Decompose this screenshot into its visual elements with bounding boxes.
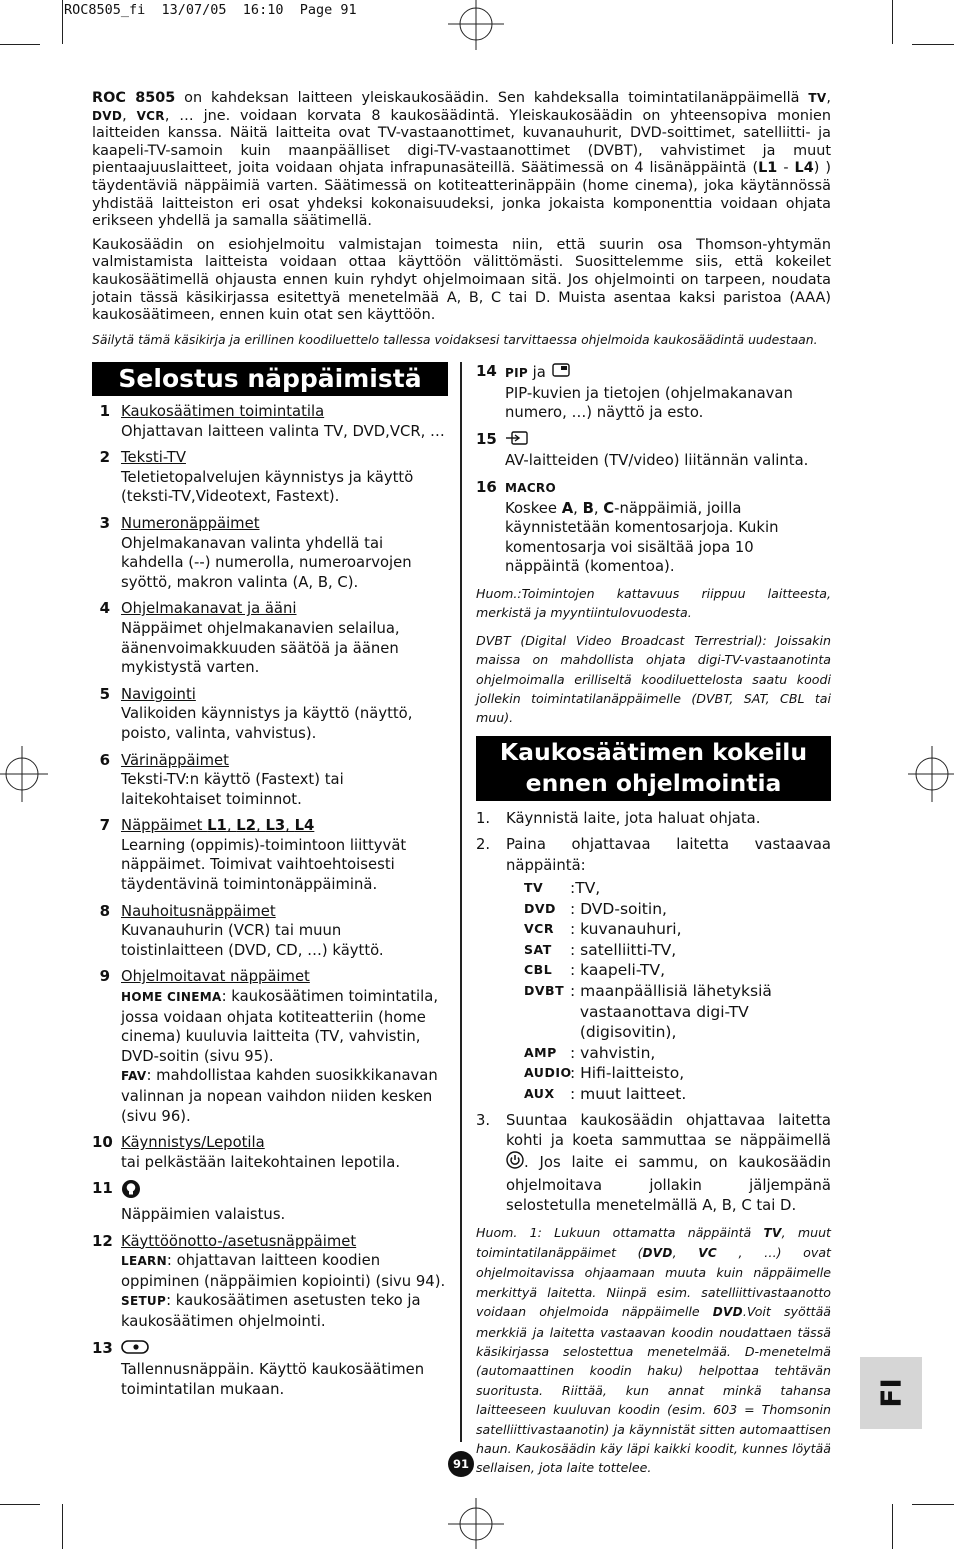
key-item-13: 13 Tallennusnäppäin. Käyttö kaukosäätimen toimintatilan mukaan. bbox=[92, 1338, 425, 1398]
device-row: SAT : satelliitti-TV, bbox=[524, 940, 677, 959]
step-3: 3. Suuntaa kaukosäädin ohjattavaa laitetta kohti ja koeta sammuttaa se näppäimellä . Jos laite ei sammu, on kaukosäädin ohjelmoitava jollakin jäljempänä selostetulla menetelmällä A, B, C tai D. bbox=[476, 1111, 831, 1215]
note-dvbt: DVBT (Digital Video Broadcast Terrestrial): Joissakin maissa on mahdollista ohjata digi-TV-vastaanotinta ohjelmoimalla erilliseltä koodiluettelosta saatu koodi jollekin toimintatilanäppäimelle (DVBT, SAT, CBL tai muu). bbox=[476, 632, 831, 726]
key-item-7: 7 Näppäimet L1, L2, L3, L4 Learning (oppimis)-toimintoon liittyvät näppäimet. Toimivat vaihtoehtoisesti täydentävinä toimintonäppäiminä. bbox=[99, 816, 407, 894]
key-item: 3 Numeronäppäimet Ohjelmakanavan valinta yhdellä tai kahdella (--) numerolla, numeroarvojen syöttö, makron valinta (A, B, C). bbox=[99, 513, 412, 591]
device-list bbox=[506, 878, 831, 1105]
device-row: (digisovitin), bbox=[570, 1023, 677, 1042]
registration-mark-bottom bbox=[436, 1496, 516, 1549]
key-item: 5 Navigointi Valikoiden käynnistys ja käyttö (näyttö, poisto, valinta, vahvistus). bbox=[99, 684, 413, 742]
registration-mark-right bbox=[904, 744, 954, 804]
av-input-icon bbox=[505, 430, 529, 452]
step-1: 1. Käynnistä laite, jota haluat ohjata. bbox=[476, 809, 761, 827]
key-item-15: 15 AV-laitteiden (TV/video) liitännän valinta. bbox=[476, 429, 809, 470]
key-item: 6 Värinäppäimet Teksti-TV:n käyttö (Fastext) tai laitekohtaiset toiminnot. bbox=[99, 750, 344, 808]
device-row: AUX : muut laitteet. bbox=[524, 1084, 687, 1103]
registration-mark-left bbox=[0, 744, 50, 804]
intro bbox=[92, 90, 831, 354]
key-item: 2 Teksti-TV Teletietopalvelujen käynnistys ja käyttö (teksti-TV,Videotext, Fastext). bbox=[99, 448, 414, 506]
model-name: ROC 8505 bbox=[92, 90, 176, 106]
right-column bbox=[476, 362, 831, 1486]
power-icon bbox=[506, 1151, 524, 1175]
key-item-11: 11 Näppäimien valaistus. bbox=[92, 1179, 286, 1223]
key-item-16: 16 MACRO Koskee A, B, C-näppäimiä, joilla käynnistetään komentosarjoja. Kukin komentosarja voi sisältää jopa 10 näppäintä (komentoa). bbox=[476, 477, 779, 576]
device-row: VCR : kuvanauhuri, bbox=[524, 920, 682, 939]
device-row: TV :TV, bbox=[524, 879, 601, 897]
key-item: 1 Kaukosäätimen toimintatila Ohjattavan laitteen valinta TV, DVD,VCR, … bbox=[99, 402, 445, 440]
registration-mark-top bbox=[436, 0, 516, 52]
record-icon bbox=[121, 1339, 149, 1361]
section-title-keys: Selostus näppäimistä bbox=[92, 362, 448, 396]
note-coverage: Huom.:Toimintojen kattavuus riippuu laitteesta, merkistä ja myyntiintulovuodesta. bbox=[476, 585, 831, 621]
device-row: CBL : kaapeli-TV, bbox=[524, 961, 666, 980]
device-row: AMP : vahvistin, bbox=[524, 1043, 656, 1062]
key-item-14: 14 PIP ja PIP-kuvien ja tietojen (ohjelmakanavan numero, …) näyttö ja esto. bbox=[476, 362, 793, 422]
device-row: DVD : DVD-soitin, bbox=[524, 899, 667, 918]
key-description-column bbox=[92, 362, 448, 1406]
key-item-10: 10 Käynnistys/Lepotila tai pelkästään laitekohtainen lepotila. bbox=[92, 1133, 401, 1171]
key-item: 4 Ohjelmakanavat ja ääni Näppäimet ohjelmakanavien selailua, äänenvoimakkuuden säätöä ja äänen mykistystä varten. bbox=[99, 599, 400, 677]
language-tab: FI bbox=[860, 1357, 922, 1429]
key-item: 8 Nauhoitusnäppäimet Kuvanauhurin (VCR) tai muun toistinlaitteen (DVD, CD, …) käyttö. bbox=[99, 901, 384, 959]
key-item-12: 12 Käyttöönotto-/asetusnäppäimet LEARN: ohjattavan laitteen koodien oppiminen (näppäimien kopiointi) (sivu 94). SETUP: kaukosäätimen asetusten teko ja kaukosäätimen ohjelmointi. bbox=[92, 1231, 446, 1330]
column-divider bbox=[460, 362, 462, 1442]
light-bulb-icon bbox=[121, 1179, 141, 1205]
print-header: ROC8505_fi 13/07/05 16:10 Page 91 bbox=[64, 2, 357, 18]
device-row: AUDIO : Hifi-laitteisto, bbox=[524, 1064, 685, 1083]
intro-paragraph-2: Kaukosäädin on esiohjelmoitu valmistajan toimesta niin, että suurin osa Thomson-yhtymän valmistamista laitteista voidaan ottaa käyttöön välittömästi. Suosittelemme siis, että kokeilet kaukosäätimellä ohjausta ennen kuin ryhdyt ohjelmoimaan sitä. Jos ohjelmointi on tarpeen, noudata jotain tässä käsikirjassa esitettyä menetelmää A, B, C tai D. Muista asentaa kaksi paristoa (AAA) kaukosäätimeen, ennen kuin otat sen käyttöön. bbox=[92, 236, 831, 324]
device-row: DVBT : maanpäällisiä lähetyksiä bbox=[524, 981, 772, 1000]
step-2: 2. Paina ohjattavaa laitetta vastaavaa näppäintä: TV :TV, DVD : DVD-soitin, VCR : kuvanauhuri, SAT : satelliitti-TV, CBL : kaapeli-TV, DVBT : maanpäällisiä lähetyksiä vastaanottava digi-TV (digisovitin), AMP : vahvistin, AUDIO : Hifi-laitteisto, AUX : muut laitteet. bbox=[476, 836, 831, 1103]
intro-paragraph-1: ROC 8505 on kahdeksan laitteen yleiskaukosäädin. Sen kahdeksalla toimintatilanäppäimellä TV, DVD, VCR, … jne. voidaan korvata 8 kaukosäädintä. Yleiskaukosäädin on yhteensopiva monien laitteiden kanssa. Näitä laitteita ovat TV-vastaanottimet, kuvanauhurit, DVD-soittimet, satelliitti- ja kaapeli-TV-samoin kuin maanpäälliset digi-TV-vastaanottimet (DVBT), vahvistimet ja muut pientaajuuslaitteet, joita voidaan ohjata infrapunasäteillä. Säätimessä on 4 lisänäppäintä (L1 - L4) ) täydentäviä näppäimiä varten. Säätimessä on kotiteatterinäppäin (home cinema), joka käytännössä yhdistää laitteiston eri osat yhdeksi kokonaisuudeksi, jonka jokaista komponenttia voidaan ohjata erikseen yhdellä ja samalla säätimellä. bbox=[92, 90, 831, 230]
page-number: 91 bbox=[448, 1451, 474, 1477]
device-row: vastaanottava digi-TV bbox=[570, 1002, 749, 1021]
section-title-testing: Kaukosäätimen kokeilu ennen ohjelmointia bbox=[476, 736, 831, 801]
key-item-9: 9 Ohjelmoitavat näppäimet HOME CINEMA: kaukosäätimen toimintatila, jossa voidaan ohjata kotiteatteriin (home cinema) kuuluvia laitteita (TV, vahvistin, DVD-soitin (sivu 95). FAV: mahdollistaa kahden suosikkikanavan valinnan ja nopean vaihdon niiden kesken (sivu 96). bbox=[99, 967, 439, 1125]
pip-icon bbox=[551, 362, 571, 384]
intro-note: Säilytä tämä käsikirja ja erillinen koodiluettelo tallessa voidaksesi tarvittaessa ohjelmoida kaukosäädintä uudestaan. bbox=[92, 331, 818, 347]
note-1: Huom. 1: Lukuun ottamatta näppäintä TV, muut toimintatilanäppäimet (DVD, VC , …) ovat ohjelmoitavissa ohjaamaan muuta kuin näppäimelle merkittyä laitetta. Niinpä esim. satelliittivastaanotto voidaan ohjelmoida näppäimelle DVD.Voit syöttää merkkiä ja laitetta vastaavan koodin noudattaen tässä käsikirjassa selostettua menetelmää. D-menetelmä (automaattinen koodin haku) helpottaa tehtävän suoritusta. Riittää, kun annat minkä tahansa laitteeseen kuuluvan koodin (esim. 603 = Thomsonin satelliittivastaanotin) ja käynnistät sitten automaattisen haun. Kaukosäädin käy läpi kaikki koodit, kunnes löytää sellaisen, jota laite tottelee. bbox=[476, 1224, 832, 1476]
